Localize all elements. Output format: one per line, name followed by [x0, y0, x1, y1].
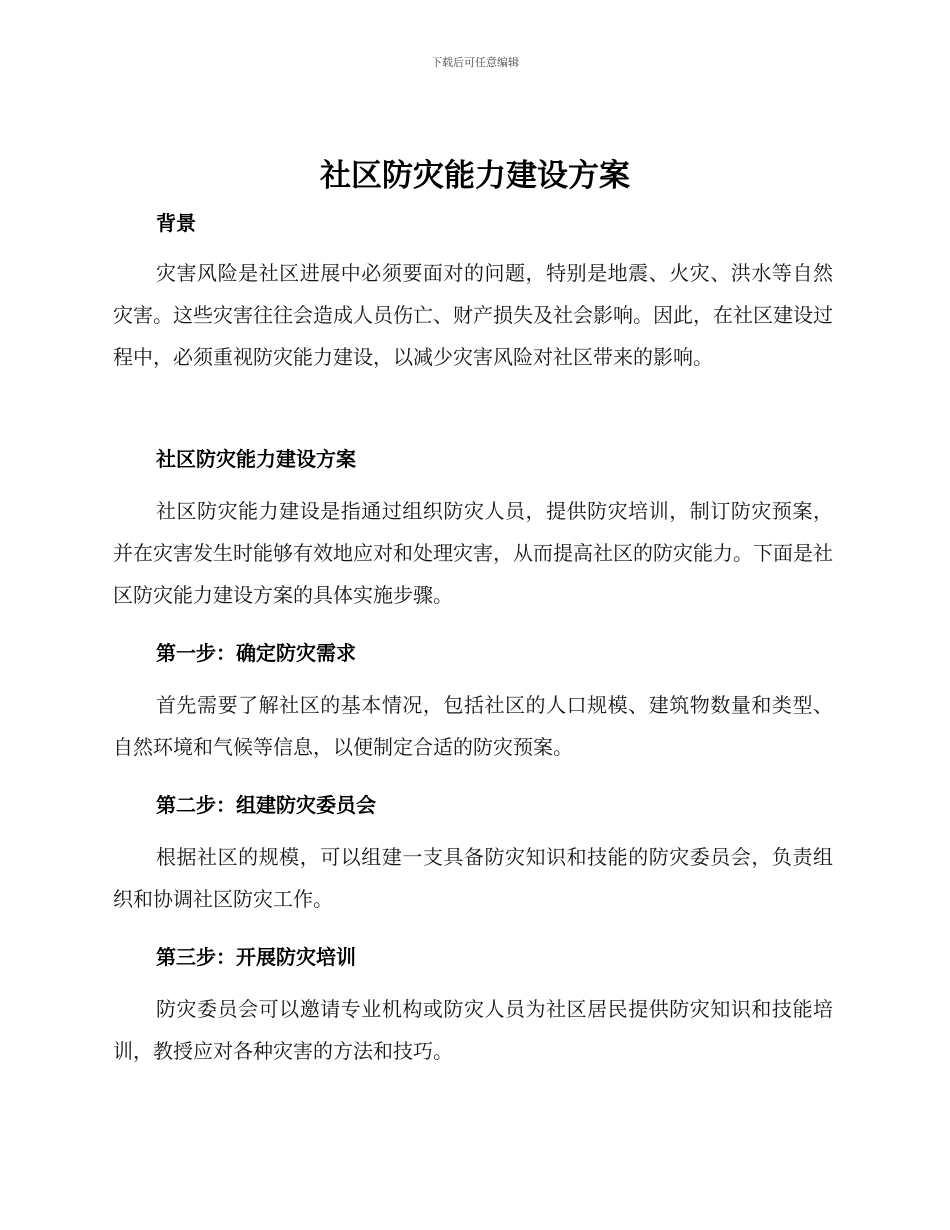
section-paragraph-plan: 社区防灾能力建设是指通过组织防灾人员，提供防灾培训，制订防灾预案，并在灾害发生时能够有效地应对和处理灾害，从而提高社区的防灾能力。下面是社区防灾能力建设方案的具体实施步骤。: [113, 499, 833, 607]
header-note: 下载后可任意编辑: [431, 56, 519, 69]
section-paragraph-step-3: 防灾委员会可以邀请专业机构或防灾人员为社区居民提供防灾知识和技能培训，教授应对各种灾害的方法和技巧。: [113, 997, 833, 1063]
section-heading-step-3: 第三步：开展防灾培训: [156, 945, 356, 969]
section-heading-step-1: 第一步：确定防灾需求: [156, 641, 356, 665]
section-heading-plan: 社区防灾能力建设方案: [156, 447, 356, 471]
section-paragraph-step-1: 首先需要了解社区的基本情况，包括社区的人口规模、建筑物数量和类型、自然环境和气候等信息，以便制定合适的防灾预案。: [113, 693, 833, 759]
section-heading-step-2: 第二步：组建防灾委员会: [156, 793, 376, 817]
section-paragraph-step-2: 根据社区的规模，可以组建一支具备防灾知识和技能的防灾委员会，负责组织和协调社区防灾工作。: [113, 845, 833, 911]
document-title: 社区防灾能力建设方案: [320, 158, 630, 194]
section-paragraph-background: 灾害风险是社区进展中必须要面对的问题，特别是地震、火灾、洪水等自然灾害。这些灾害往往会造成人员伤亡、财产损失及社会影响。因此，在社区建设过程中，必须重视防灾能力建设，以减少灾害风险对社区带来的影响。: [113, 261, 833, 369]
section-heading-background: 背景: [156, 211, 196, 235]
